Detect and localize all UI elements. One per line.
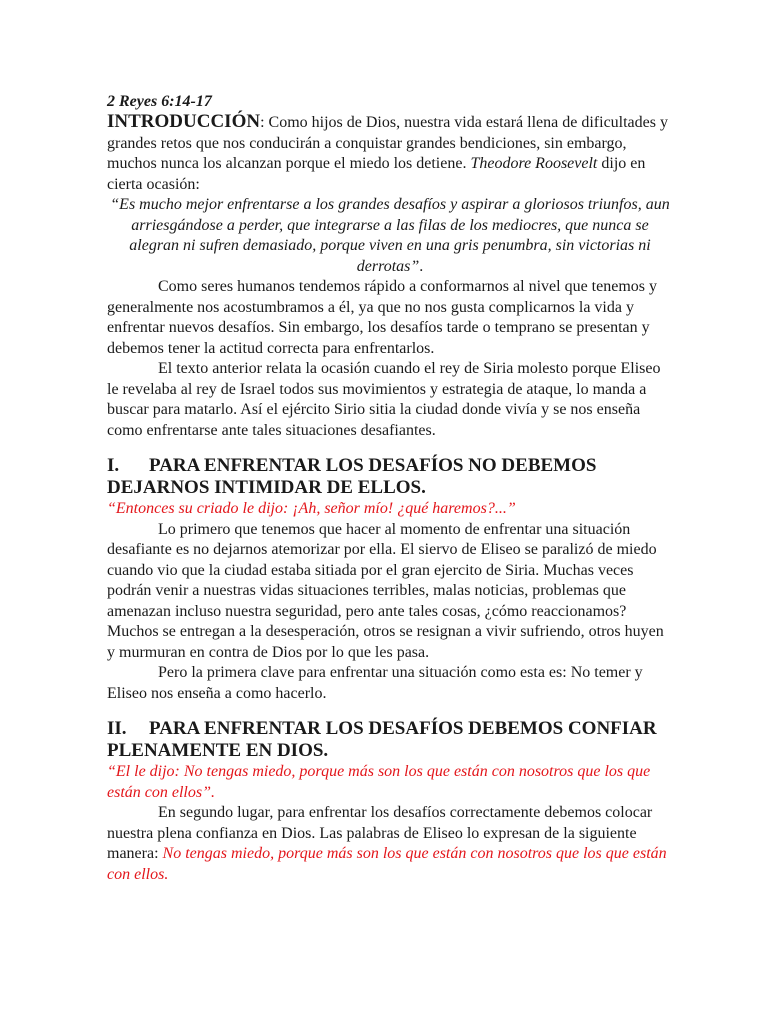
section-2-heading (107, 718, 673, 762)
intro-body-paragraph-1: Como seres humanos tendemos rápido a conformarnos al nivel que tenemos y generalmente nos acostumbramos a él, ya que no nos gusta complicarnos la vida y enfrentar nuevos desafíos. Sin embargo, los desafíos tarde o temprano se presentan y debemos tener la actitud correcta para enfrentarlos. (107, 278, 657, 357)
document-page (107, 92, 673, 885)
intro-quoted-person: Theodore Roosevelt (470, 155, 598, 172)
intro-body-paragraph-2: El texto anterior relata la ocasión cuando el rey de Siria molesto porque Eliseo le revelaba al rey de Israel todos sus movimientos y estrategia de ataque, lo manda a buscar para matarlo. Así el ejército Sirio sitia la ciudad donde vivía y se nos enseña como enfrentarse ante tales situaciones desafiantes. (107, 360, 661, 439)
section-2-paragraph-1-text: En segundo lugar, para enfrentar los desafíos correctamente debemos colocar nuestra plena confianza en Dios. Las palabras de Eliseo lo expresan de la siguiente manera: (107, 804, 653, 862)
section-2-number: II. (107, 718, 127, 739)
scripture-reference: 2 Reyes 6:14-17 (107, 93, 212, 110)
intro-heading: INTRODUCCIÓN (107, 111, 261, 132)
intro-paragraph (107, 112, 673, 195)
intro-text-before-name: Como hijos de Dios, nuestra vida estará llena de dificultades y grandes retos que nos conducirán a conquistar grandes bendiciones, sin embargo, muchos nunca los alcanzan porque el miedo los detiene. (107, 114, 668, 172)
roosevelt-quote-text: “Es mucho mejor enfrentarse a los grandes desafíos y aspirar a gloriosos triunfos, aun arriesgándose a perder, que integrarse a las filas de los mediocres, que nunca se alegran ni sufren demasiado, porque viven en una gris penumbra, sin victorias ni derrotas” (110, 196, 670, 275)
intro-heading-colon: : (260, 114, 265, 131)
intro-text-after-name: dijo en cierta ocasión: (107, 155, 646, 193)
section-2-quote: “El le dijo: No tengas miedo, porque más son los que están con nosotros que los que están con ellos”. (107, 763, 651, 801)
section-2-title: PARA ENFRENTAR LOS DESAFÍOS DEBEMOS CONFIAR PLENAMENTE EN DIOS. (107, 718, 657, 761)
roosevelt-quote (107, 195, 673, 277)
section-1-heading (107, 455, 673, 499)
section-2-paragraph-1 (107, 803, 673, 885)
section-1-number: I. (107, 455, 120, 476)
section-2-paragraph-1-red-quote: No tengas miedo, porque más son los que están con nosotros que los que están con ellos. (107, 845, 667, 883)
section-1-paragraph-1: Lo primero que tenemos que hacer al momento de enfrentar una situación desafiante es no dejarnos atemorizar por ella. El siervo de Eliseo se paralizó de miedo cuando vio que la ciudad estaba sitiada por el gran ejercito de Siria. Muchas veces podrán venir a nuestras vidas situaciones terribles, malas noticias, problemas que amenazan incluso nuestra seguridad, pero ante tales cosas, ¿cómo reaccionamos? Muchos se entregan a la desesperación, otros se resignan a vivir sufriendo, otros huyen y murmuran en contra de Dios por lo que les pasa. (107, 520, 664, 661)
section-1-title: PARA ENFRENTAR LOS DESAFÍOS NO DEBEMOS DEJARNOS INTIMIDAR DE ELLOS. (107, 455, 597, 498)
roosevelt-quote-period: . (419, 257, 424, 275)
section-1-paragraph-2: Pero la primera clave para enfrentar una situación como esta es: No temer y Eliseo nos enseña a como hacerlo. (107, 664, 643, 702)
section-1-quote: “Entonces su criado le dijo: ¡Ah, señor mío! ¿qué haremos?...” (107, 500, 516, 517)
